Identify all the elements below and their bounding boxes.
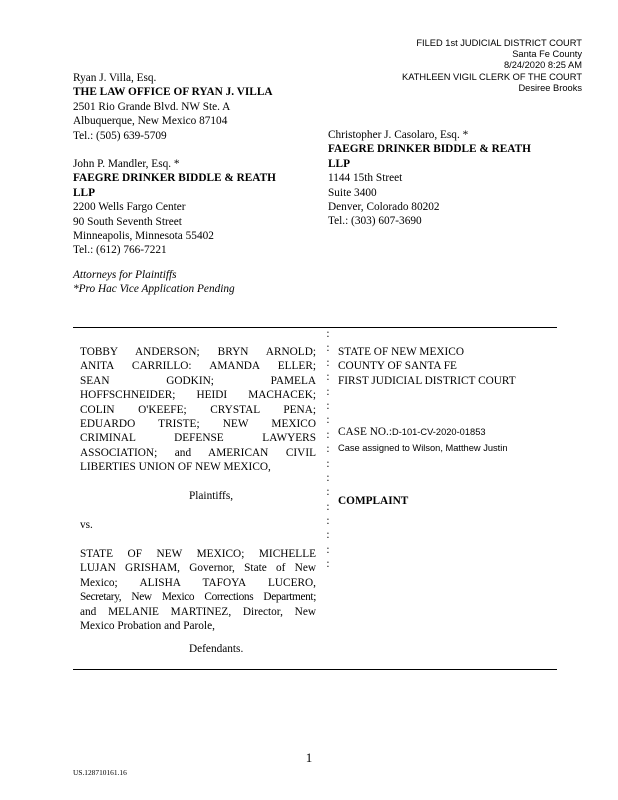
filed-stamp-line: Desiree Brooks [518,82,582,93]
counsel-name: Christopher J. Casolaro, Esq. * [328,129,469,141]
counsel-address-line: 1144 15th Street [328,172,403,185]
plaintiffs-line: HOFFSCHNEIDER; HEIDI MACHACEK; [80,389,316,402]
filed-stamp-line: 8/24/2020 8:25 AM [503,60,582,71]
caption-top-rule [73,327,557,328]
attorneys-note [73,268,235,297]
counsel-block-villa [73,71,273,143]
counsel-address-line: Albuquerque, New Mexico 87104 [73,115,228,128]
plaintiffs-line: COLIN O'KEEFE; CRYSTAL PENA; [80,403,316,416]
caption-colon: : [326,543,330,556]
filed-stamp-line: FILED 1st JUDICIAL DISTRICT COURT [416,38,582,48]
pro-hac-vice-note: *Pro Hac Vice Application Pending [73,283,235,296]
counsel-firm: THE LAW OFFICE OF RYAN J. VILLA [73,86,273,99]
plaintiffs-line: SEAN GODKIN; PAMELA [80,374,316,387]
caption-colon: : [326,356,330,369]
caption-colon: : [326,558,330,571]
caption-colon: : [326,414,330,427]
defendants-line: Mexico Probation and Parole, [80,620,215,633]
court-block [338,345,516,388]
filed-stamp [322,38,582,94]
defendants-line: Mexico; ALISHA TAFOYA LUCERO, [80,576,316,589]
court-line: FIRST JUDICIAL DISTRICT COURT [338,374,516,387]
counsel-address-line: Minneapolis, Minnesota 55402 [73,230,214,243]
case-number-value: D-101-CV-2020-01853 [391,427,486,437]
caption-colon: : [326,385,330,398]
attorneys-for-label: Attorneys for Plaintiffs [73,269,177,281]
caption-bottom-rule [73,669,557,670]
defendants-line: STATE OF NEW MEXICO; MICHELLE [80,548,316,560]
caption-colon: : [326,443,330,456]
plaintiffs-line: ASSOCIATION; and AMERICAN CIVIL [80,446,316,459]
caption-colon: : [326,428,330,441]
counsel-firm: FAEGRE DRINKER BIDDLE & REATH [328,143,531,156]
plaintiffs-line: LIBERTIES UNION OF NEW MEXICO, [80,461,271,474]
plaintiffs-block [80,345,316,475]
counsel-block-casolaro [328,128,531,229]
defendants-block [80,547,316,633]
filed-stamp-line: KATHLEEN VIGIL CLERK OF THE COURT [402,71,582,82]
case-number-label: CASE NO.: [338,426,392,438]
caption-colon-column [321,327,335,572]
defendants-line: Secretary, New Mexico Corrections Department; [80,591,316,604]
counsel-address-line: 2501 Rio Grande Blvd. NW Ste. A [73,100,231,113]
page-number: 1 [305,750,313,765]
vs-label: vs. [80,519,93,531]
caption-colon: : [326,486,330,499]
counsel-tel: Tel.: (612) 766-7221 [73,244,167,257]
document-id: US.128710161.16 [73,768,127,777]
counsel-tel: Tel.: (303) 607-3690 [328,215,422,228]
complaint-title: COMPLAINT [338,495,409,507]
caption-colon: : [326,500,330,513]
caption-colon: : [326,471,330,484]
defendants-line: and MELANIE MARTINEZ, Director, New [80,605,316,618]
counsel-firm: LLP [328,157,350,170]
counsel-firm: FAEGRE DRINKER BIDDLE & REATH [73,172,276,185]
plaintiffs-line: EDUARDO TRISTE; NEW MEXICO [80,418,316,431]
counsel-address-line: 90 South Seventh Street [73,215,182,228]
counsel-name: John P. Mandler, Esq. * [73,158,180,170]
court-line: COUNTY OF SANTA FE [338,360,457,373]
counsel-tel: Tel.: (505) 639-5709 [73,129,167,142]
defendants-label: Defendants. [189,643,244,655]
caption-colon: : [326,399,330,412]
counsel-address-line: Denver, Colorado 80202 [328,201,440,214]
plaintiffs-line: CRIMINAL DEFENSE LAWYERS [80,432,316,445]
caption-colon: : [326,328,330,340]
counsel-block-mandler [73,157,276,258]
case-assigned: Case assigned to Wilson, Matthew Justin [338,443,508,453]
counsel-firm: LLP [73,186,95,199]
caption-colon: : [326,342,330,355]
court-line: STATE OF NEW MEXICO [338,346,464,358]
caption-colon: : [326,529,330,542]
caption-colon: : [326,371,330,384]
caption-colon: : [326,515,330,528]
filed-stamp-line: Santa Fe County [512,49,582,60]
caption-colon: : [326,457,330,470]
counsel-name: Ryan J. Villa, Esq. [73,72,157,84]
plaintiffs-label: Plaintiffs, [189,490,234,502]
counsel-address-line: 2200 Wells Fargo Center [73,201,186,214]
case-number [338,425,486,439]
plaintiffs-line: ANITA CARRILLO: AMANDA ELLER; [80,360,316,373]
counsel-address-line: Suite 3400 [328,186,377,199]
defendants-line: LUJAN GRISHAM, Governor, State of New [80,562,316,575]
plaintiffs-line: TOBBY ANDERSON; BRYN ARNOLD; [80,346,316,358]
